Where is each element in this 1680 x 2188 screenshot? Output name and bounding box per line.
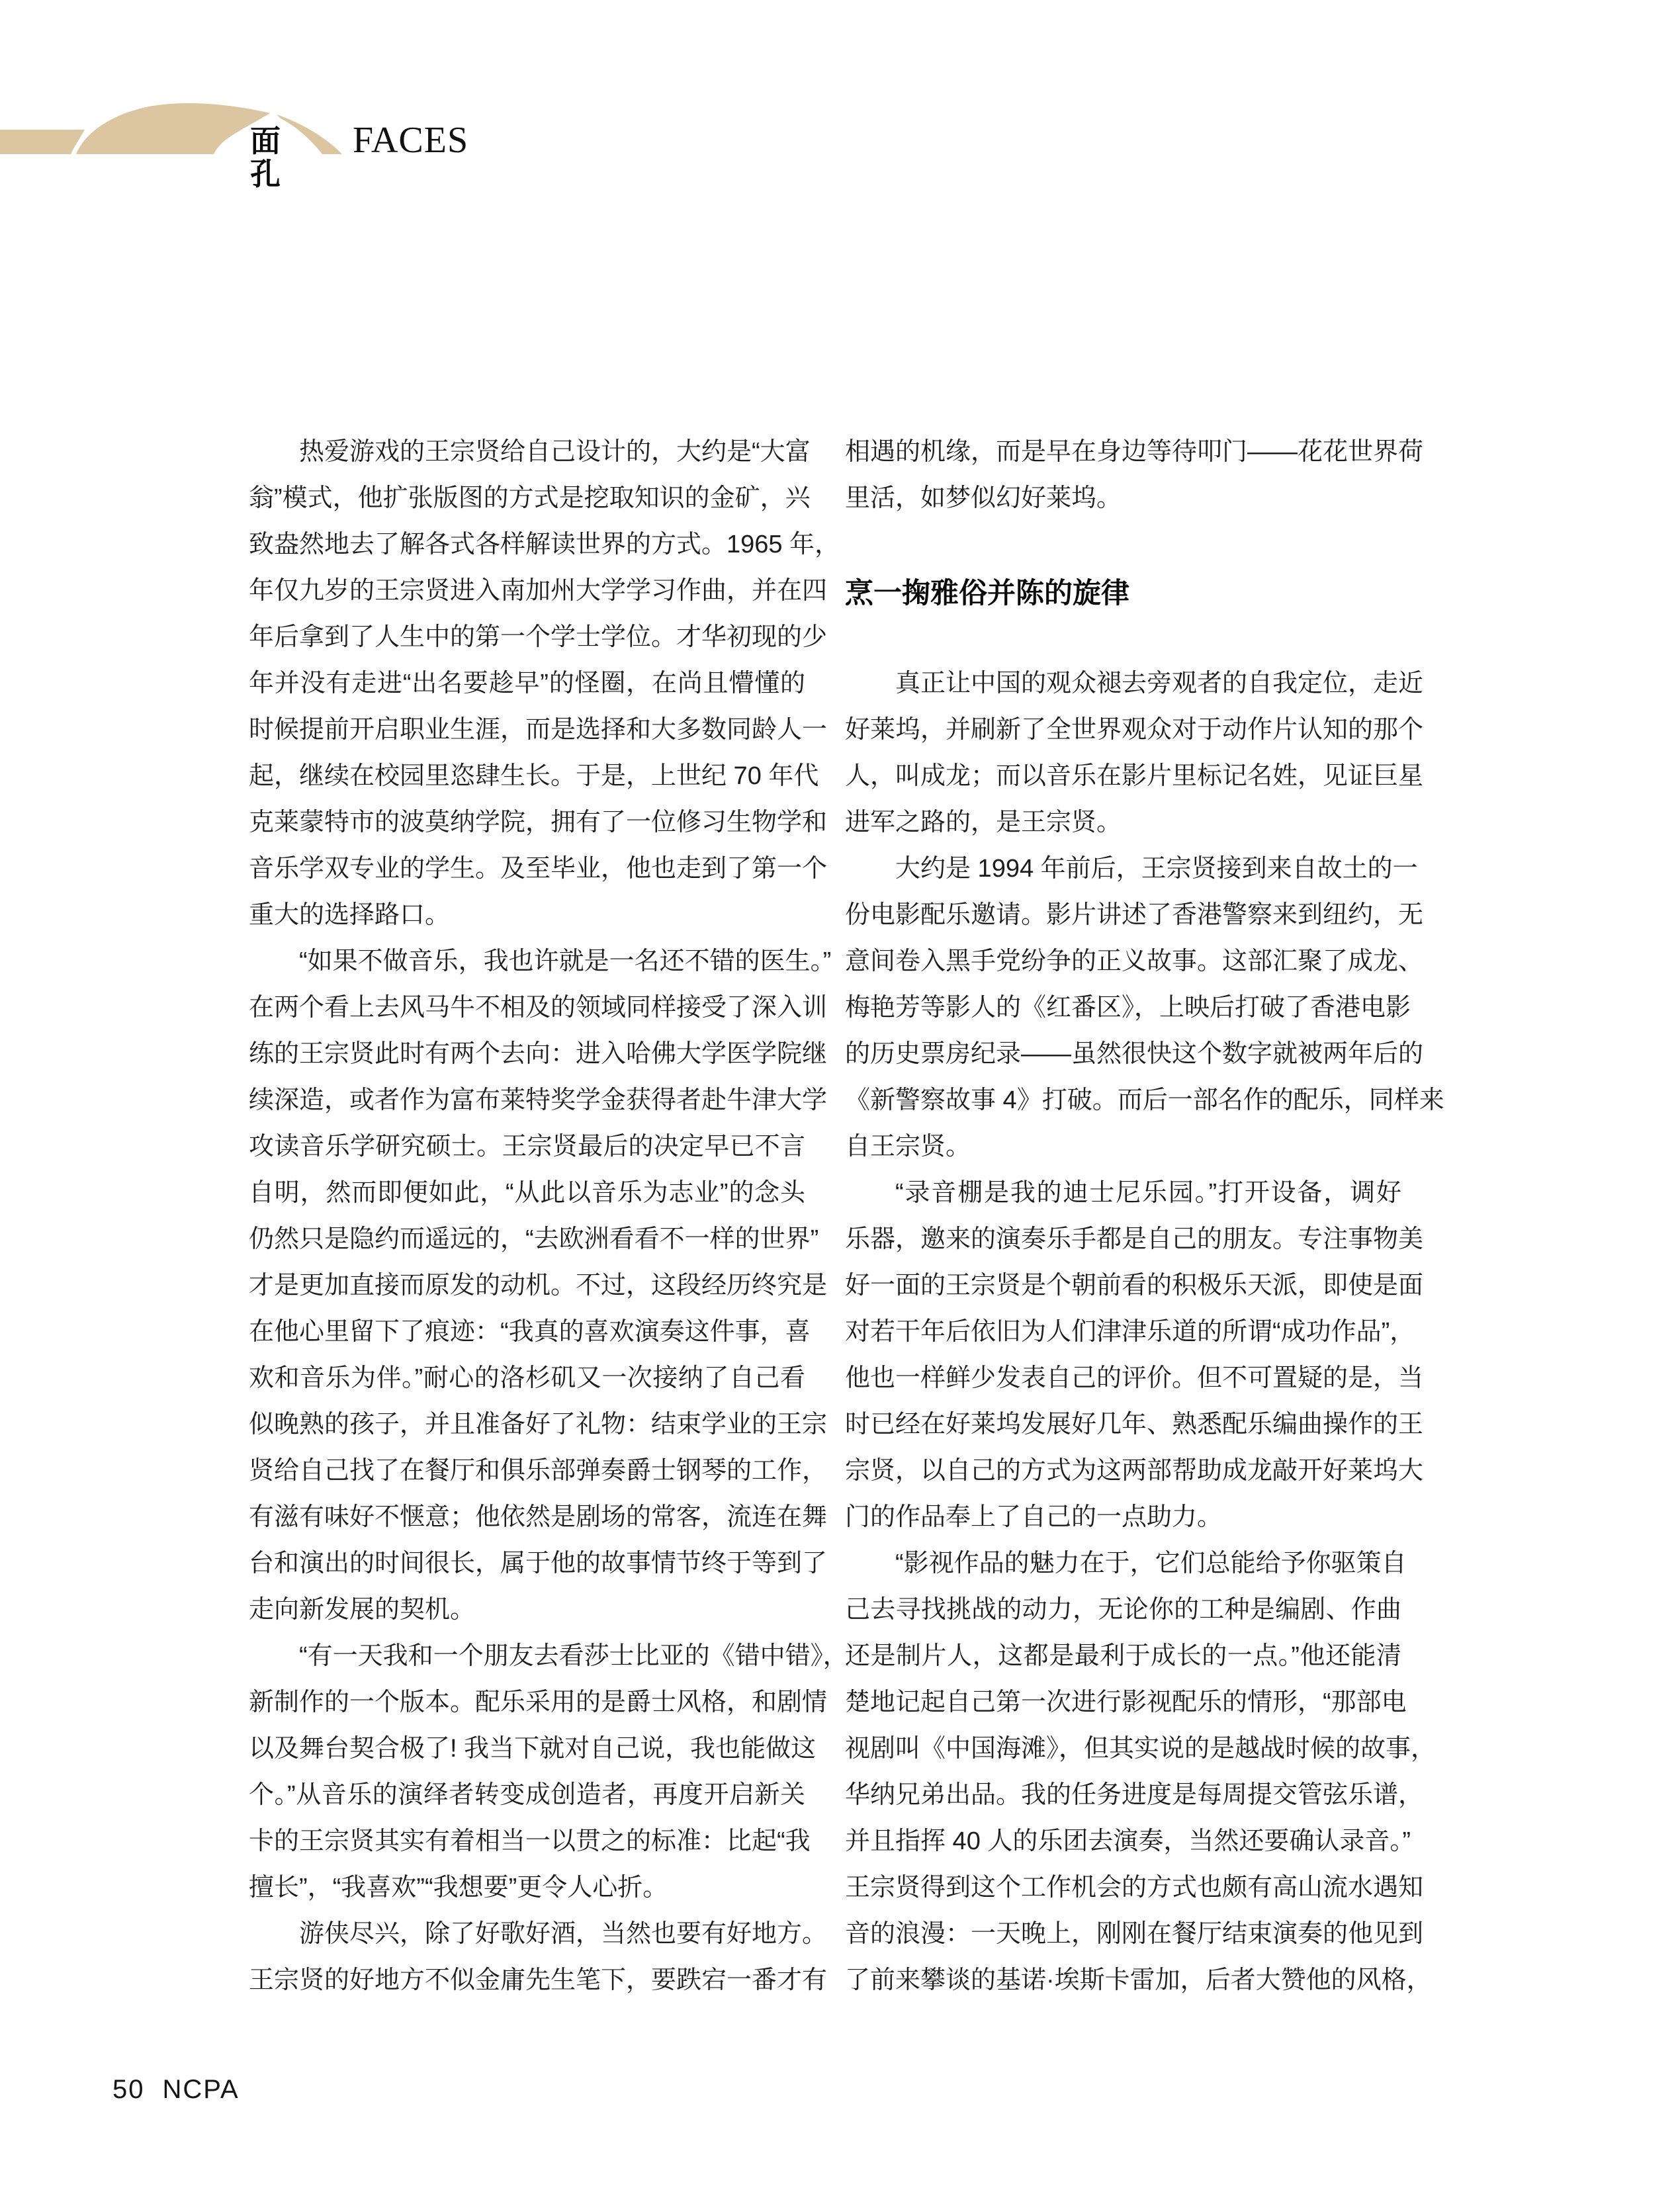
body-text-line: 才是更加直接而原发的动机。不过，这段经历终究是	[249, 1272, 828, 1299]
body-text-line: 重大的选择路口。	[249, 901, 451, 929]
header-bar-shape	[0, 130, 85, 154]
body-text-line: 在两个看上去风马牛不相及的领域同样接受了深入训	[249, 994, 828, 1022]
body-text-line: 似晚熟的孩子，并且准备好了礼物：结束学业的王宗	[249, 1411, 828, 1438]
body-text-line: 华纳兄弟出品。我的任务进度是每周提交管弦乐谱，	[845, 1781, 1424, 1809]
body-text-line: 年仅九岁的王宗贤进入南加州大学学习作曲，并在四	[249, 577, 828, 605]
body-text-line: 台和演出的时间很长，属于他的故事情节终于等到了	[249, 1550, 828, 1577]
body-text-line: 续深造，或者作为富布莱特奖学金获得者赴牛津大学	[249, 1086, 828, 1114]
body-text-line: 音乐学双专业的学生。及至毕业，他也走到了第一个	[249, 855, 828, 883]
body-text-line: 《新警察故事 4》打破。而后一部名作的配乐，同样来	[845, 1086, 1444, 1114]
body-text-line: 仍然只是隐约而遥远的，“去欧洲看看不一样的世界”	[249, 1225, 819, 1253]
body-text-line: 自明，然而即便如此，“从此以音乐为志业”的念头	[249, 1179, 805, 1207]
body-text-line: 进军之路的，是王宗贤。	[845, 809, 1122, 836]
body-text-line: 并且指挥 40 人的乐团去演奏，当然还要确认录音。”	[845, 1827, 1411, 1855]
body-text-line: 梅艳芳等影人的《红番区》，上映后打破了香港电影	[845, 994, 1411, 1022]
body-text-line: 起，继续在校园里恣肆生长。于是，上世纪 70 年代	[249, 762, 819, 790]
body-text-line: 走向新发展的契机。	[249, 1596, 476, 1624]
body-text-line: “影视作品的魅力在于，它们总能给予你驱策自	[895, 1550, 1407, 1577]
body-text-line: 里活，如梦似幻好莱坞。	[845, 484, 1122, 512]
body-text-line: 相遇的机缘，而是早在身边等待叩门——花花世界荷	[845, 438, 1424, 466]
body-text-line: 以及舞台契合极了! 我当下就对自己说，我也能做这	[249, 1735, 817, 1763]
body-text-line: 新制作的一个版本。配乐采用的是爵士风格，和剧情	[249, 1688, 828, 1716]
body-text-line: 还是制片人，这都是最利于成长的一点。”他还能清	[845, 1642, 1401, 1670]
body-text-line: 年后拿到了人生中的第一个学士学位。才华初现的少	[249, 623, 828, 651]
body-text-line: 门的作品奉上了自己的一点助力。	[845, 1503, 1223, 1531]
body-text-line: 份电影配乐邀请。影片讲述了香港警察来到纽约，无	[845, 901, 1424, 929]
publication-name: NCPA	[162, 2074, 240, 2104]
body-text-line: 贤给自己找了在餐厅和俱乐部弹奏爵士钢琴的工作，	[249, 1457, 828, 1485]
body-text-line: 对若干年后依旧为人们津津乐道的所谓“成功作品”，	[845, 1318, 1415, 1346]
header-leaf-shape	[76, 103, 270, 154]
body-text-line: 乐器，邀来的演奏乐手都是自己的朋友。专注事物美	[845, 1225, 1424, 1253]
section-heading: 烹一掬雅俗并陈的旋律	[845, 578, 1129, 609]
body-text-line: 己去寻找挑战的动力，无论你的工种是编剧、作曲	[845, 1596, 1401, 1624]
body-text-line: 楚地记起自己第一次进行影视配乐的情形，“那部电	[845, 1688, 1407, 1716]
body-text-line: 真正让中国的观众褪去旁观者的自我定位，走近	[895, 670, 1424, 697]
body-text-line: 意间卷入黑手党纷争的正义故事。这部汇聚了成龙、	[845, 947, 1424, 975]
page-number: 50	[112, 2074, 145, 2104]
body-text-line: 卡的王宗贤其实有着相当一以贯之的标准：比起“我	[249, 1827, 811, 1855]
body-text-line: 视剧叫《中国海滩》，但其实说的是越战时候的故事，	[845, 1735, 1437, 1763]
body-text-line: “有一天我和一个朋友去看莎士比亚的《错中错》，	[299, 1642, 848, 1670]
body-text-line: “如果不做音乐，我也许就是一名还不错的医生。”	[299, 947, 832, 975]
body-text-line: 人，叫成龙；而以音乐在影片里标记名姓，见证巨星	[845, 762, 1424, 790]
body-text-line: 翁”模式，他扩张版图的方式是挖取知识的金矿，兴	[249, 484, 811, 512]
body-text-line: 有滋有味好不惬意；他依然是剧场的常客，流连在舞	[249, 1503, 828, 1531]
body-text-line: 欢和音乐为伴。”耐心的洛杉矶又一次接纳了自己看	[249, 1364, 805, 1392]
body-text-line: 克莱蒙特市的波莫纳学院，拥有了一位修习生物学和	[249, 809, 828, 836]
body-text-line: 年并没有走进“出名要趁早”的怪圈，在尚且懵懂的	[249, 670, 805, 697]
body-text-line: 自王宗贤。	[845, 1133, 971, 1160]
section-title-cn: 面孔	[250, 124, 283, 191]
article-column-left	[249, 429, 848, 2003]
body-text-line: 致盎然地去了解各式各样解读世界的方式。1965 年，	[249, 531, 840, 558]
body-text-line: 王宗贤得到这个工作机会的方式也颇有高山流水遇知	[845, 1874, 1424, 1902]
body-text-line: 擅长”，“我喜欢”“我想要”更令人心折。	[249, 1874, 668, 1902]
body-text-line: 个。”从音乐的演绎者转变成创造者，再度开启新关	[249, 1781, 805, 1809]
body-text-line: 了前来攀谈的基诺·埃斯卡雷加，后者大赞他的风格，	[845, 1966, 1432, 1994]
body-text-line: 时候提前开启职业生涯，而是选择和大多数同龄人一	[249, 716, 828, 744]
body-text-line: 大约是 1994 年前后，王宗贤接到来自故土的一	[895, 855, 1418, 883]
body-text-line: 好莱坞，并刷新了全世界观众对于动作片认知的那个	[845, 716, 1424, 744]
body-text-line: “录音棚是我的迪士尼乐园。”打开设备，调好	[895, 1179, 1401, 1207]
body-text-line: 的历史票房纪录——虽然很快这个数字就被两年后的	[845, 1040, 1424, 1068]
body-text-line: 时已经在好莱坞发展好几年、熟悉配乐编曲操作的王	[845, 1411, 1424, 1438]
section-title-en: FACES	[353, 120, 469, 161]
body-text-line: 热爱游戏的王宗贤给自己设计的，大约是“大富	[299, 438, 811, 466]
page-footer	[112, 2075, 240, 2104]
body-text-line: 在他心里留下了痕迹：“我真的喜欢演奏这件事，喜	[249, 1318, 811, 1346]
body-text-line: 王宗贤的好地方不似金庸先生笔下，要跌宕一番才有	[249, 1966, 828, 1994]
body-text-line: 好一面的王宗贤是个朝前看的积极乐天派，即使是面	[845, 1272, 1424, 1299]
body-text-line: 音的浪漫：一天晚上，刚刚在餐厅结束演奏的他见到	[845, 1920, 1424, 1948]
body-text-line: 练的王宗贤此时有两个去向：进入哈佛大学医学院继	[249, 1040, 828, 1068]
body-text-line: 他也一样鲜少发表自己的评价。但不可置疑的是，当	[845, 1364, 1424, 1392]
body-text-line: 游侠尽兴，除了好歌好酒，当然也要有好地方。	[299, 1920, 828, 1948]
body-text-line: 宗贤，以自己的方式为这两部帮助成龙敲开好莱坞大	[845, 1457, 1424, 1485]
article-column-right	[845, 429, 1444, 2003]
body-text-line: 攻读音乐学研究硕士。王宗贤最后的决定早已不言	[249, 1133, 805, 1160]
